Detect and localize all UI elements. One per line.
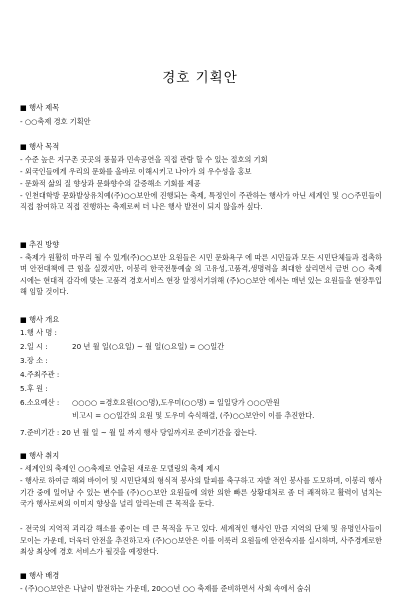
intent-item: - 세계인의 축제인 ○○축제로 연출된 새로운 모델링의 축제 제시 (20, 464, 221, 473)
intent-item: - 행사로 하여금 해외 바이어 및 시민단체의 형식적 봉사의 탈피를 축구하고 자발 적인 봉사를 도모하며, 이봉리 행사 기간 중에 일어날 수 있는 변수를 (주)○○보안 요원들에 의한 의한 빠른 상황대처로 좀 더 쾌적하고 활력이 넘치는 국가 행사로써의 이미지 향상을 널리 알리는데 큰 목적을 둔다. (20, 476, 382, 509)
intent-item: - 전국의 지역적 괴리감 해소를 좋이는 데 큰 목적을 두고 있다. 세계적인 행사인 만큼 지역의 단체 및 유명인사들이 모이는 가운데, 더욱더 안전을 추진하고자 (주)○○보안은 이를 이룩러 요원들에 안전숙지를 실시하며, 사주경계로한 최상 최상에 경호 서비스가 될것을 예정한다. (20, 524, 382, 557)
section-heading-direction: ■ 추진 방향 (20, 240, 60, 249)
overview-label: 6.소요예산 : (20, 398, 60, 407)
purpose-item: - 문화적 삶의 질 향상과 문화향수의 갈증해소 기회를 제공 (20, 179, 201, 188)
section-heading-purpose: ■ 행사 목적 (20, 142, 60, 151)
purpose-item: - 외국인들에게 우리의 문화를 올바로 이해시키고 나아가 의 우수성을 홍보 (20, 167, 252, 176)
overview-label: 1.행 사 명 : (20, 328, 57, 337)
overview-value: ○○○○ =경호요원(○○명),도우미(○○명) = 일일당가 ○○○만원 (72, 398, 280, 407)
section-heading-intent: ■ 행사 취지 (20, 451, 60, 460)
overview-value: 20 년 월 일(○요일) ~ 월 일(○요일) = ○○일간 (72, 342, 225, 351)
direction-text: - 축제가 원활히 마무리 될 수 있게(주)○○보안 요원들은 시민 문화욕구 에 따른 시민들과 모든 시민단체들과 접촉하며 안전대책에 큰 힘을 실겠지만, 이봉리 한국전통예술 의 고유성,고품격,생명력을 최대한 살리면서 금번 ○○ 축제 시에는 현대적 감각에 맞는 고품격 경호서비스 현장 알정서기위해 (주)○○보안 에서는 매년 있는 요원들을 현장투입해 임할 것이다. (20, 253, 382, 296)
purpose-item: - 수준 높은 지구촌 곳곳의 풍물과 민속공연을 직접 관람 할 수 있는 절호의 기회 (20, 155, 268, 164)
overview-label: 4.주최주관 : (20, 370, 60, 379)
budget-note: 비고시 = ○○일간의 요원 및 도우미 숙식해결, (주)○○보안이 이를 추진한다. (72, 411, 315, 420)
section-heading-event-name: ■ 행사 제목 (20, 103, 60, 112)
overview-label: 2.일 시 : (20, 342, 48, 351)
event-name-text: - ○○축제 경호 기획안 (20, 117, 91, 126)
page-title: 경호 기획안 (162, 70, 238, 86)
section-heading-overview: ■ 행사 개요 (20, 315, 60, 324)
background-text: - (주)○○보안은 나날이 발전하는 가운데, 20○○년 ○○ 축제를 준비하면서 사회 속에서 숨쉬 (20, 584, 311, 593)
prep-period: 7.준비기간 : 20 년 월 일 ~ 월 일 까지 행사 당일까지로 준비기간을 잡는다. (20, 428, 257, 437)
overview-label: 3.장 소 : (20, 356, 48, 365)
overview-label: 5.후 원 : (20, 384, 48, 393)
purpose-item: - 인천대학방 문화발상유치예(주)○○보안에 진행되는 축제, 특정인이 주관하는 행사가 아닌 세계인 및 ○○주민들이 직접 참여하고 직접 진행하는 축제로써 더 나은 행사 발전이 되지 않을까 싶다. (20, 191, 382, 212)
section-heading-background: ■ 행사 배경 (20, 571, 60, 580)
